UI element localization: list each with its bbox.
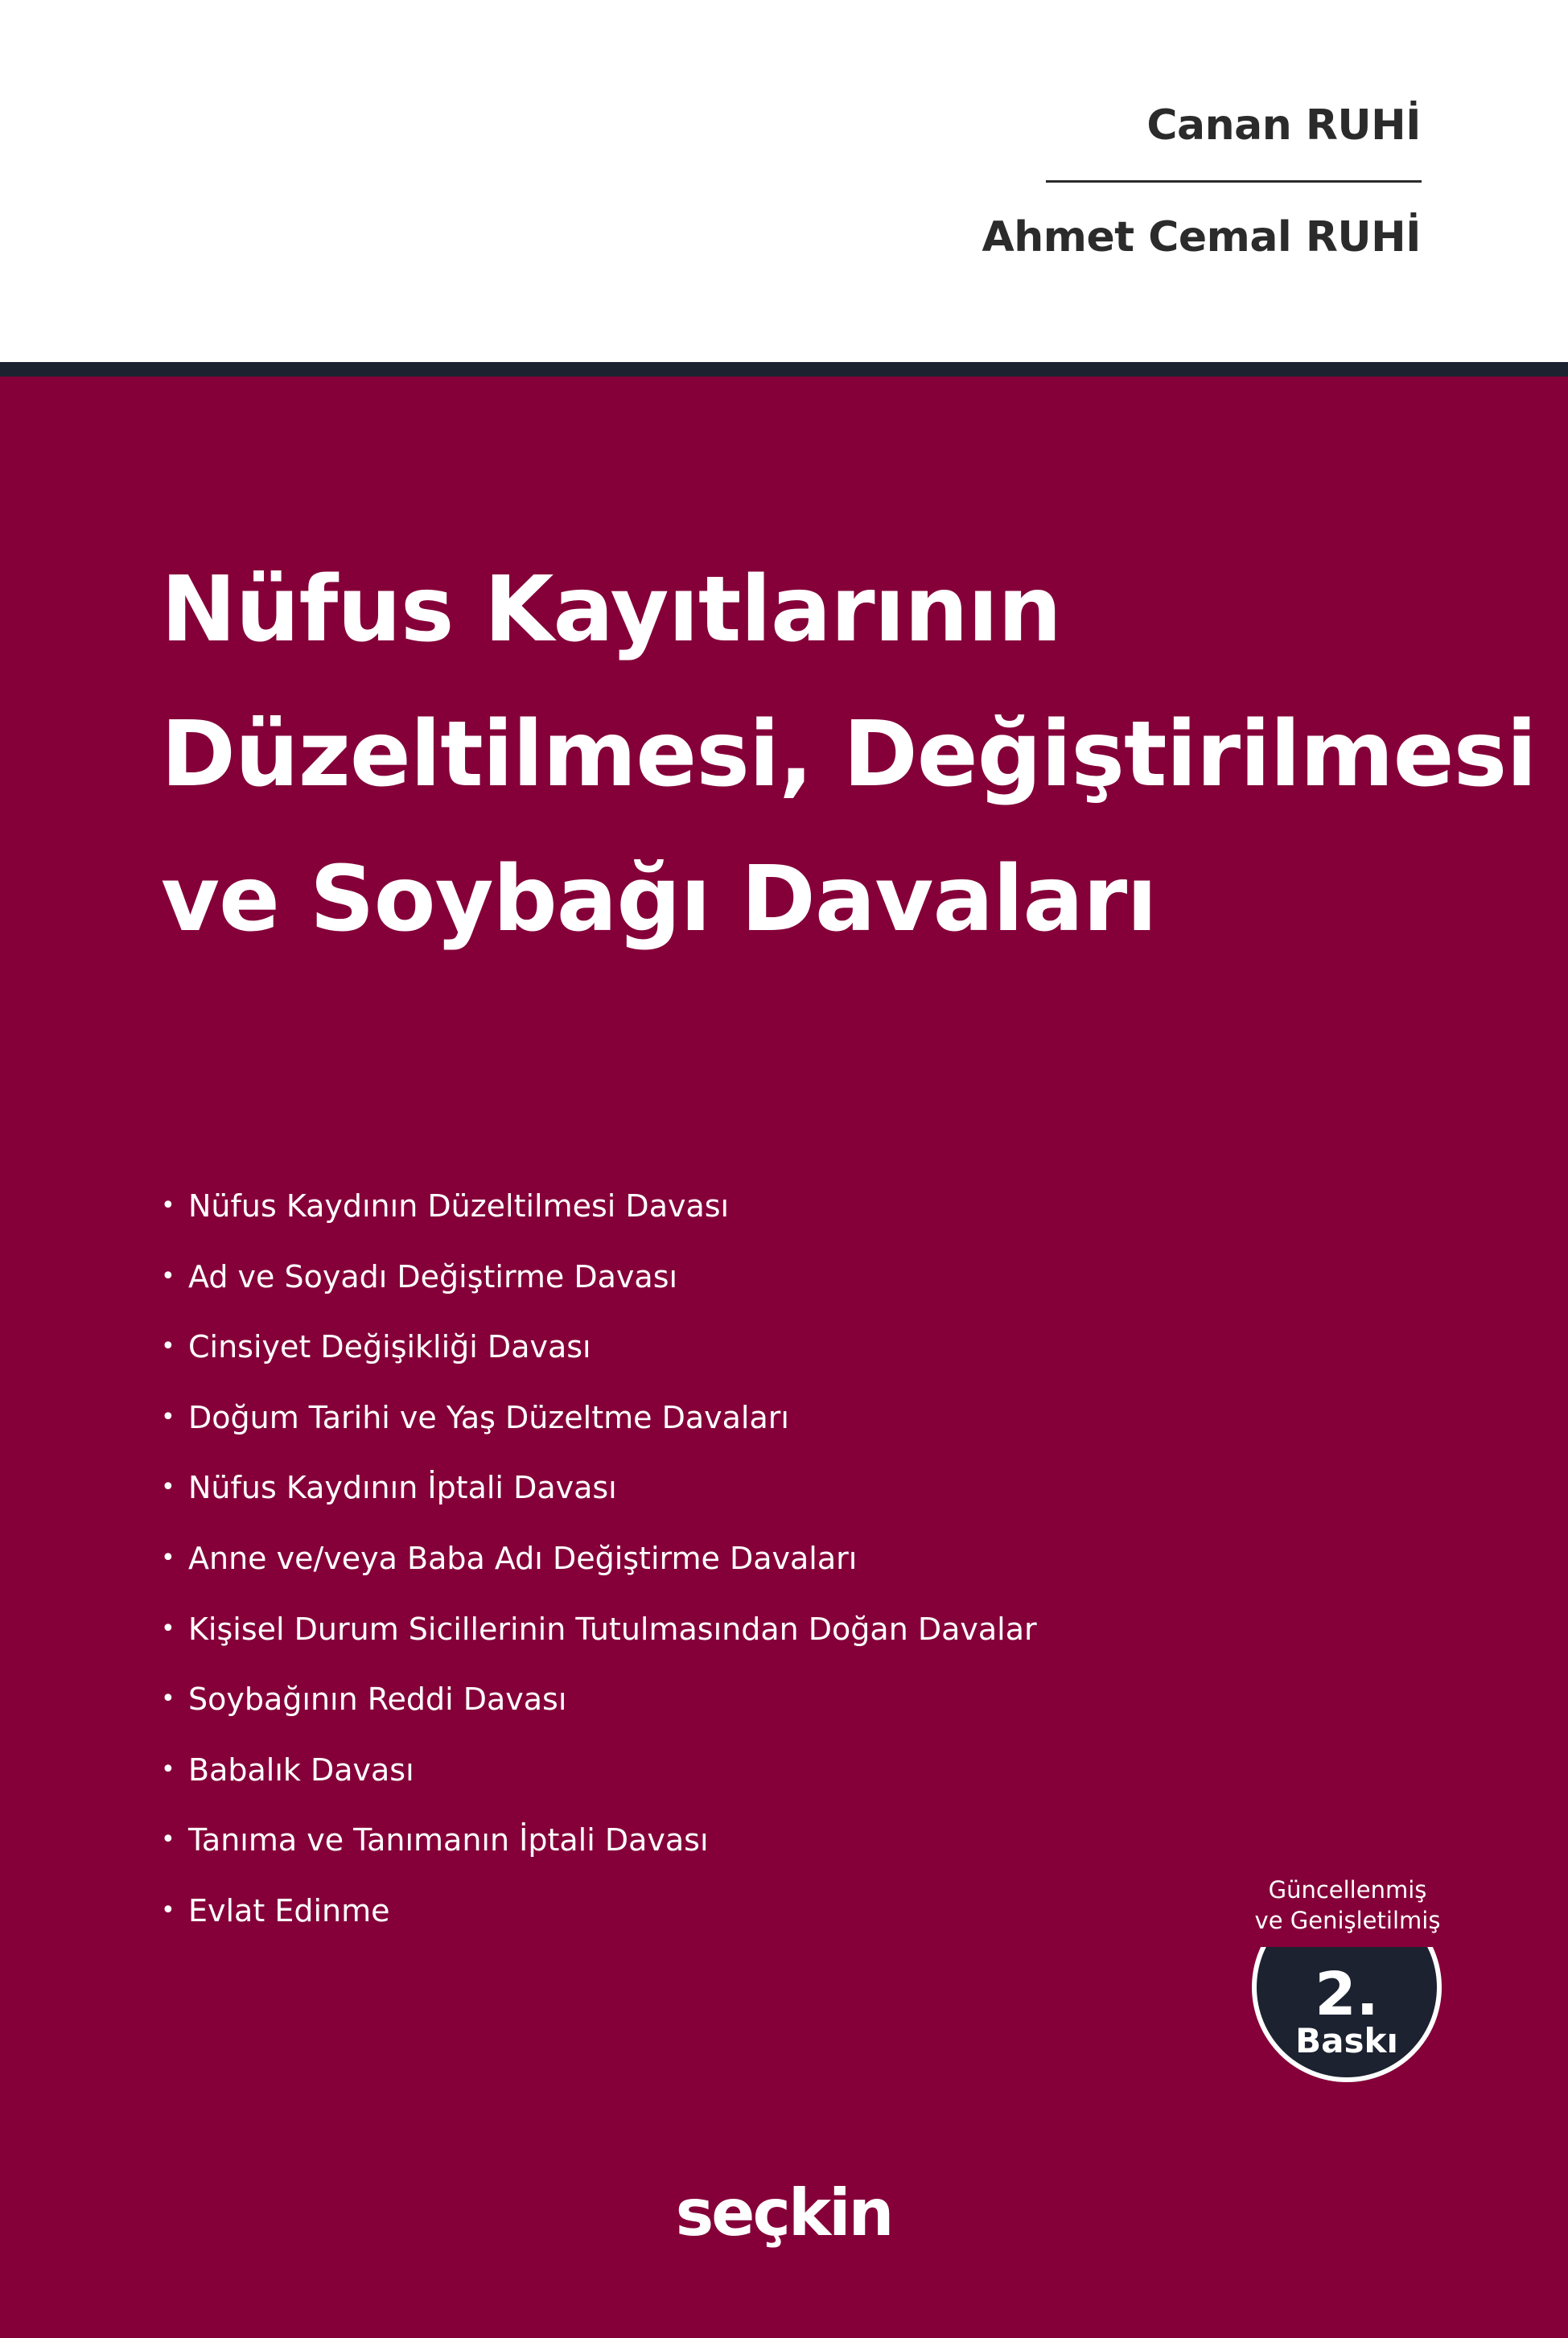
edition-label: Baskı <box>1295 2021 1398 2060</box>
topic-item <box>161 1528 1037 1599</box>
author-divider <box>1046 180 1422 183</box>
edition-number: 2. <box>1315 1960 1379 2029</box>
book-title-line: Düzeltilmesi, Değiştirilmesi <box>161 702 1537 807</box>
topic-label: Anne ve/veya Baba Adı Değiştirme Davaları <box>188 1540 858 1576</box>
topic-label: Tanıma ve Tanımanın İptali Davası <box>188 1822 709 1858</box>
bullet-icon: • <box>161 1262 175 1290</box>
topic-item <box>161 1880 1037 1951</box>
bullet-icon: • <box>161 1826 175 1854</box>
topic-item <box>161 1387 1037 1458</box>
topic-item <box>161 1739 1037 1810</box>
topic-label: Soybağının Reddi Davası <box>188 1681 567 1718</box>
bullet-icon: • <box>161 1685 175 1714</box>
author-name-secondary: Ahmet Cemal RUHİ <box>982 213 1421 261</box>
book-title-line: Nüfus Kayıtlarının <box>161 558 1061 662</box>
topic-item <box>161 1599 1037 1669</box>
topic-label: Babalık Davası <box>188 1751 414 1788</box>
edition-note-line: Güncellenmiş <box>1268 1876 1427 1904</box>
topic-label: Evlat Edinme <box>188 1892 390 1928</box>
divider-stripe <box>0 362 1568 377</box>
topic-item <box>161 1669 1037 1739</box>
edition-note <box>1231 1875 1464 1936</box>
bullet-icon: • <box>161 1896 175 1924</box>
topic-list <box>161 1175 1037 1951</box>
topic-item <box>161 1809 1037 1880</box>
bullet-icon: • <box>161 1473 175 1502</box>
bullet-icon: • <box>161 1614 175 1643</box>
topic-label: Kişisel Durum Sicillerinin Tutulmasından Doğan Davalar <box>188 1611 1037 1647</box>
publisher-logo: seçkin <box>675 2175 892 2250</box>
topic-label: Ad ve Soyadı Değiştirme Davası <box>188 1258 678 1295</box>
bullet-icon: • <box>161 1755 175 1784</box>
book-title <box>161 537 1537 972</box>
author-band <box>0 0 1568 362</box>
topic-label: Nüfus Kaydının İptali Davası <box>188 1470 617 1506</box>
topic-label: Doğum Tarihi ve Yaş Düzeltme Davaları <box>188 1399 789 1435</box>
author-name-primary: Canan RUHİ <box>1146 101 1421 150</box>
bullet-icon: • <box>161 1543 175 1572</box>
bullet-icon: • <box>161 1332 175 1361</box>
topic-item <box>161 1457 1037 1528</box>
bullet-icon: • <box>161 1192 175 1220</box>
edition-note-line: ve Genişletilmiş <box>1254 1907 1441 1934</box>
topic-item <box>161 1175 1037 1246</box>
book-title-line: ve Soybağı Davaları <box>161 847 1157 952</box>
topic-item <box>161 1246 1037 1317</box>
topic-item <box>161 1316 1037 1387</box>
topic-label: Nüfus Kaydının Düzeltilmesi Davası <box>188 1188 730 1224</box>
topic-label: Cinsiyet Değişikliği Davası <box>188 1329 591 1365</box>
bullet-icon: • <box>161 1402 175 1431</box>
